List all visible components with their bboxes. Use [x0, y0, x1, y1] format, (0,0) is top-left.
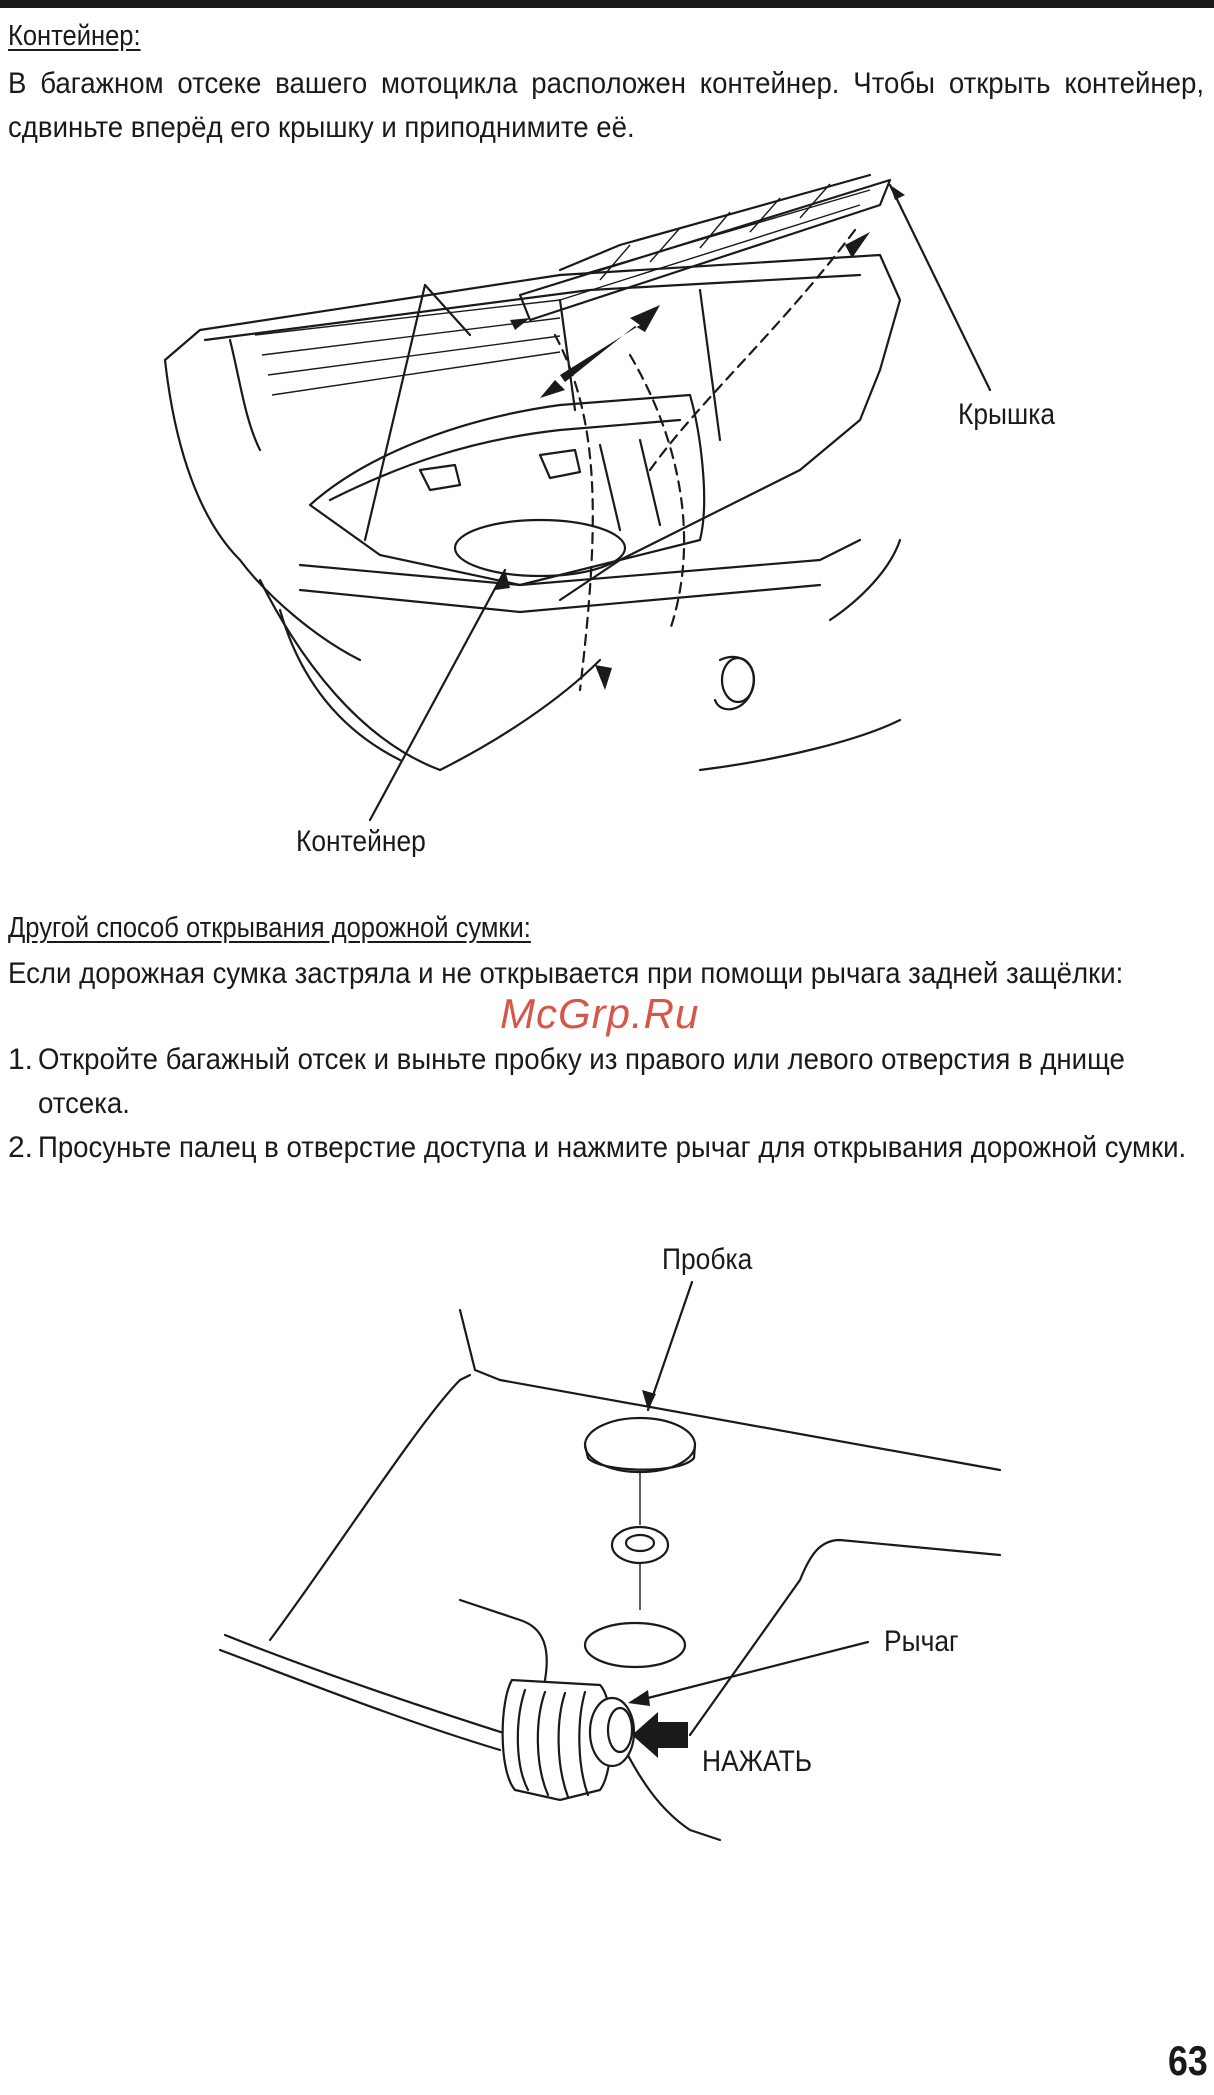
step-number: 1. — [8, 1043, 34, 1076]
push-label: НАЖАТЬ — [702, 1745, 813, 1778]
section-heading-container: Контейнер: — [8, 20, 141, 52]
watermark: McGrp.Ru — [500, 990, 700, 1037]
page-number: 63 — [1168, 2037, 1208, 2084]
lid-label: Крышка — [958, 398, 1056, 431]
step-text: Просуньте палец в отверстие доступа и нажмите рычаг для открывания дорожной сумки. — [38, 1131, 1187, 1164]
lever-label: Рычаг — [884, 1625, 959, 1658]
plug-label: Пробка — [662, 1243, 753, 1276]
step-text: Откройте багажный отсек и выньте пробку из правого или левого отверстия в днище отсека. — [38, 1043, 1125, 1120]
step-number: 2. — [8, 1131, 34, 1164]
section-heading-alternative: Другой способ открывания дорожной сумки: — [8, 912, 531, 944]
container-label: Контейнер — [296, 825, 426, 858]
paragraph-text: Если дорожная сумка застряла и не открывается при помощи рычага задней защёлки: — [8, 957, 1124, 990]
paragraph-text: В багажном отсеке вашего мотоцикла расположен контейнер. Чтобы открыть контейнер, сдвиньте вперёд его крышку и приподнимите её. — [8, 67, 1204, 144]
